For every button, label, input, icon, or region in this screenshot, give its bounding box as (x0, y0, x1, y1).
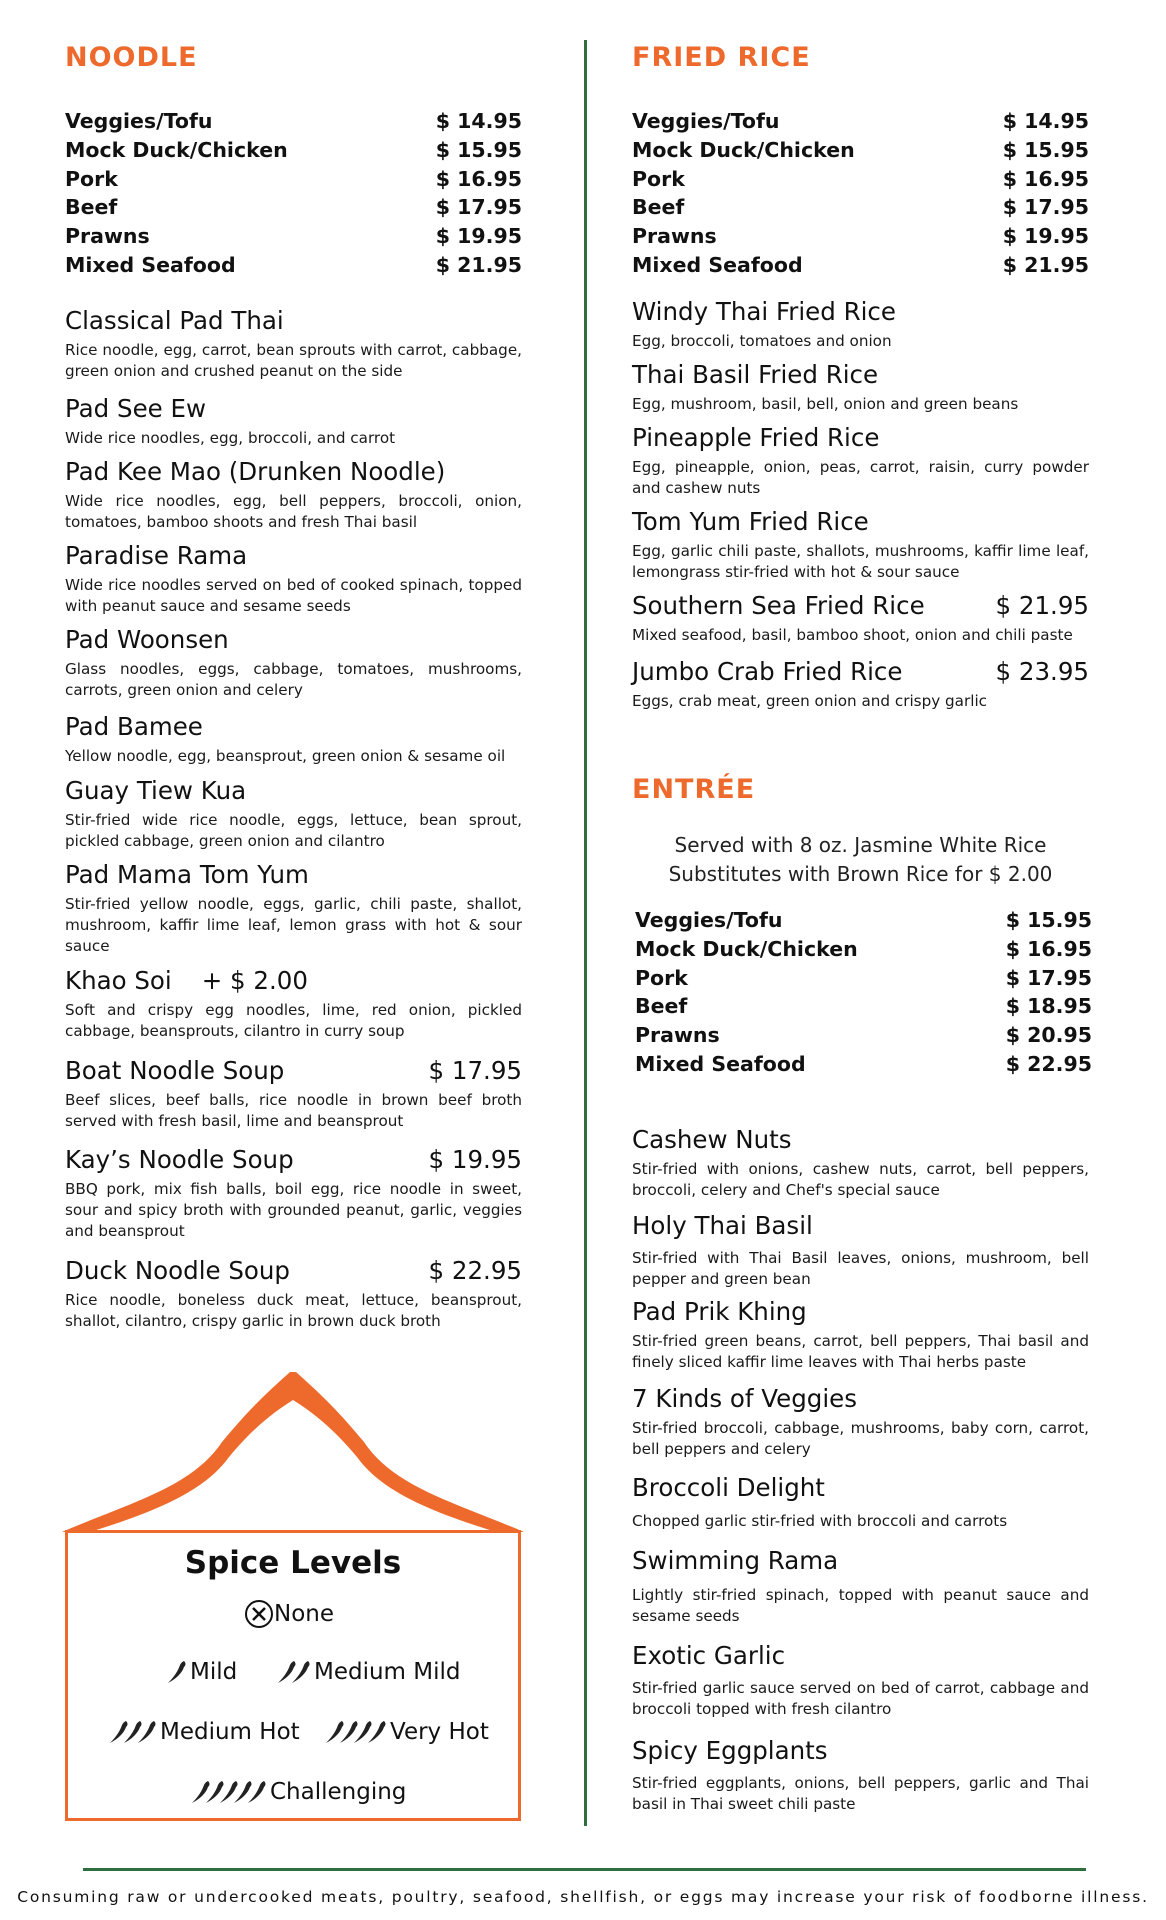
fried-rice-dish (632, 423, 1089, 499)
dish-description: Egg, broccoli, tomatoes and onion (632, 332, 892, 350)
dish-name: Pad Woonsen (65, 625, 229, 654)
price-row: Veggies/Tofu $ 14.95 (65, 109, 522, 133)
foodborne-illness-warning: Consuming raw or undercooked meats, poultry, seafood, shellfish, or eggs may increase your risk of foodborne illness. (17, 1888, 1149, 1906)
dish-description: Stir-fried yellow noodle, eggs, garlic, chili paste, shallot, mushroom, kaffir lime leaf, lemon grass with hot & sour sauce (65, 895, 522, 955)
dish-description: Stir-fried broccoli, cabbage, mushrooms, baby corn, carrot, bell peppers and celery (632, 1419, 1089, 1458)
dish-name: Classical Pad Thai (65, 306, 284, 335)
dish-description: BBQ pork, mix fish balls, boil egg, rice noodle in sweet, sour and spicy broth with grounded peanut, garlic, veggies and beansprout (65, 1180, 522, 1240)
fried-rice-price-list (632, 107, 1089, 280)
spice-levels-box (65, 1530, 521, 1821)
entree-note-line: Served with 8 oz. Jasmine White Rice (674, 833, 1047, 857)
fried-rice-dish (632, 360, 1089, 415)
noodle-dish (65, 966, 522, 1042)
dish-description: Stir-fried green beans, carrot, bell peppers, Thai basil and finely sliced kaffir lime leaves with Thai herbs paste (632, 1332, 1089, 1371)
spice-level-none (244, 1599, 334, 1629)
dish-description: Chopped garlic stir-fried with broccoli and carrots (632, 1512, 1008, 1530)
price-row: Mixed Seafood $ 22.95 (635, 1051, 1092, 1076)
fried-rice-dish (632, 507, 1089, 583)
chili-pepper-icon (324, 1719, 390, 1745)
dish-name: Tom Yum Fried Rice (632, 507, 869, 536)
entree-rice-note (632, 831, 1089, 889)
dish-description: Eggs, crab meat, green onion and crispy garlic (632, 692, 988, 710)
dish-description: Egg, mushroom, basil, bell, onion and green beans (632, 395, 1019, 413)
dish-name: Kay’s Noodle Soup (65, 1145, 294, 1174)
fried-rice-dish (632, 657, 1089, 712)
price-row: Pork $ 16.95 (632, 166, 1089, 191)
dish-name: Holy Thai Basil (632, 1211, 813, 1240)
dish-description: Wide rice noodles, egg, bell peppers, broccoli, onion, tomatoes, bamboo shoots and fresh Thai basil (65, 492, 522, 531)
dish-name: Broccoli Delight (632, 1473, 825, 1502)
entree-dish (632, 1546, 1089, 1627)
price-row: Beef $ 17.95 (65, 195, 522, 220)
chili-pepper-icon (276, 1659, 314, 1685)
noodle-dish (65, 776, 522, 852)
chili-pepper-icon (166, 1659, 190, 1685)
entree-price-list (635, 906, 1092, 1079)
dish-description: Stir-fried eggplants, onions, bell peppers, garlic and Thai basil in Thai sweet chili paste (632, 1774, 1089, 1813)
price-row: Mock Duck/Chicken $ 16.95 (635, 936, 1092, 961)
spice-level-label: Challenging (270, 1779, 407, 1805)
price-row: Mock Duck/Chicken $ 15.95 (65, 137, 522, 162)
dish-description: Stir-fried with Thai Basil leaves, onions, mushroom, bell pepper and green bean (632, 1249, 1089, 1288)
dish-description: Wide rice noodles, egg, broccoli, and carrot (65, 429, 396, 447)
dish-name: Pad Bamee (65, 712, 203, 741)
spice-levels-title: Spice Levels (184, 1545, 402, 1581)
dish-description: Soft and crispy egg noodles, lime, red onion, pickled cabbage, beansprouts, cilantro in curry soup (65, 1001, 522, 1040)
dish-name: Swimming Rama (632, 1546, 839, 1575)
dish-description: Egg, pineapple, onion, peas, carrot, raisin, curry powder and cashew nuts (632, 458, 1089, 497)
dish-addon-price: + $ 2.00 (201, 966, 308, 995)
entree-note-line: Substitutes with Brown Rice for $ 2.00 (668, 862, 1053, 886)
entree-dish (632, 1297, 1089, 1373)
dish-price: $ 22.95 (428, 1256, 522, 1285)
price-row: Prawns $ 19.95 (65, 224, 522, 249)
dish-name: Cashew Nuts (632, 1125, 792, 1154)
dish-description: Yellow noodle, egg, beansprout, green onion & sesame oil (65, 747, 506, 765)
dish-description: Beef slices, beef balls, rice noodle in brown beef broth served with fresh basil, lime and beansprout (65, 1091, 522, 1130)
dish-description: Mixed seafood, basil, bamboo shoot, onion and chili paste (632, 626, 1073, 644)
price-row: Veggies/Tofu $ 15.95 (635, 908, 1092, 932)
dish-name: Thai Basil Fried Rice (632, 360, 879, 389)
column-divider (584, 40, 587, 1826)
price-row: Pork $ 16.95 (65, 166, 522, 191)
dish-name: Southern Sea Fried Rice (632, 591, 925, 620)
noodle-dish (65, 712, 522, 767)
dish-name: Pineapple Fried Rice (632, 423, 880, 452)
entree-dish (632, 1384, 1089, 1460)
spice-level-very-hot (324, 1719, 489, 1745)
dish-description: Lightly stir-fried spinach, topped with peanut sauce and sesame seeds (632, 1586, 1089, 1625)
fried-rice-title: FRIED RICE (632, 42, 811, 73)
noodle-title: NOODLE (65, 42, 198, 73)
spice-level-label: None (274, 1601, 335, 1627)
price-row: Mock Duck/Chicken $ 15.95 (632, 137, 1089, 162)
entree-dish (632, 1125, 1089, 1201)
price-row: Beef $ 17.95 (632, 195, 1089, 220)
price-row: Prawns $ 20.95 (635, 1023, 1092, 1048)
dish-price: $ 23.95 (995, 657, 1089, 686)
spice-level-label: Mild (190, 1659, 238, 1685)
noodle-dish (65, 1256, 522, 1332)
dish-description: Rice noodle, egg, carrot, bean sprouts with carrot, cabbage, green onion and crushed peanut on the side (65, 341, 522, 380)
price-row: Mixed Seafood $ 21.95 (632, 252, 1089, 277)
spice-level-challenging (190, 1779, 406, 1805)
dish-name: Spicy Eggplants (632, 1736, 828, 1765)
dish-name: Exotic Garlic (632, 1641, 786, 1670)
dish-name: Paradise Rama (65, 541, 248, 570)
dish-name: Duck Noodle Soup (65, 1256, 290, 1285)
fried-rice-dish (632, 591, 1089, 646)
dish-name: Pad Prik Khing (632, 1297, 807, 1326)
noodle-dish (65, 457, 522, 533)
dish-name: Windy Thai Fried Rice (632, 297, 896, 326)
dish-description: Stir-fried garlic sauce served on bed of carrot, cabbage and broccoli topped with fresh cilantro (632, 1679, 1089, 1718)
price-row: Mixed Seafood $ 21.95 (65, 252, 522, 277)
noodle-dish (65, 1056, 522, 1132)
dish-price: $ 17.95 (428, 1056, 522, 1085)
fried-rice-dish (632, 297, 1089, 352)
dish-description: Egg, garlic chili paste, shallots, mushrooms, kaffir lime leaf, lemongrass stir-fried with hot & sour sauce (632, 542, 1089, 581)
none-icon (244, 1599, 274, 1629)
dish-description: Rice noodle, boneless duck meat, lettuce, beansprout, shallot, cilantro, crispy garlic in brown duck broth (65, 1291, 522, 1330)
dish-price: $ 21.95 (995, 591, 1089, 620)
noodle-dish (65, 541, 522, 617)
spice-level-label: Medium Hot (160, 1719, 300, 1745)
chili-pepper-icon (108, 1719, 160, 1745)
dish-name: Pad Mama Tom Yum (65, 860, 309, 889)
entree-title: ENTRÉE (632, 774, 756, 805)
spice-level-label: Very Hot (390, 1719, 489, 1745)
price-row: Pork $ 17.95 (635, 965, 1092, 990)
dish-name: Jumbo Crab Fried Rice (632, 657, 903, 686)
dish-name: 7 Kinds of Veggies (632, 1384, 857, 1413)
dish-price: $ 19.95 (428, 1145, 522, 1174)
noodle-price-list (65, 107, 522, 280)
spice-level-mild (166, 1659, 237, 1685)
noodle-dish (65, 860, 522, 957)
price-row: Veggies/Tofu $ 14.95 (632, 109, 1089, 133)
footer-divider (83, 1868, 1086, 1871)
dish-description: Glass noodles, eggs, cabbage, tomatoes, mushrooms, carrots, green onion and celery (65, 660, 522, 699)
chili-pepper-icon (190, 1779, 270, 1805)
spice-level-medium-mild (276, 1659, 461, 1685)
dish-name: Khao Soi (65, 966, 172, 995)
noodle-dish (65, 306, 522, 382)
noodle-dish (65, 394, 522, 449)
entree-dish (632, 1473, 1089, 1532)
price-row: Beef $ 18.95 (635, 994, 1092, 1019)
dish-name: Pad Kee Mao (Drunken Noodle) (65, 457, 446, 486)
noodle-dish (65, 625, 522, 701)
entree-dish (632, 1211, 1089, 1290)
entree-dish (632, 1736, 1089, 1815)
noodle-dish (65, 1145, 522, 1242)
entree-dish (632, 1641, 1089, 1720)
dish-description: Stir-fried with onions, cashew nuts, carrot, bell peppers, broccoli, celery and Chef's special sauce (632, 1160, 1089, 1199)
roof-decoration (62, 1372, 524, 1532)
dish-name: Pad See Ew (65, 394, 207, 423)
spice-level-medium-hot (108, 1719, 300, 1745)
dish-name: Boat Noodle Soup (65, 1056, 285, 1085)
dish-description: Wide rice noodles served on bed of cooked spinach, topped with peanut sauce and sesame seeds (65, 576, 522, 615)
dish-name: Guay Tiew Kua (65, 776, 247, 805)
price-row: Prawns $ 19.95 (632, 224, 1089, 249)
spice-level-label: Medium Mild (314, 1659, 461, 1685)
dish-description: Stir-fried wide rice noodle, eggs, lettuce, bean sprout, pickled cabbage, green onion and cilantro (65, 811, 522, 850)
